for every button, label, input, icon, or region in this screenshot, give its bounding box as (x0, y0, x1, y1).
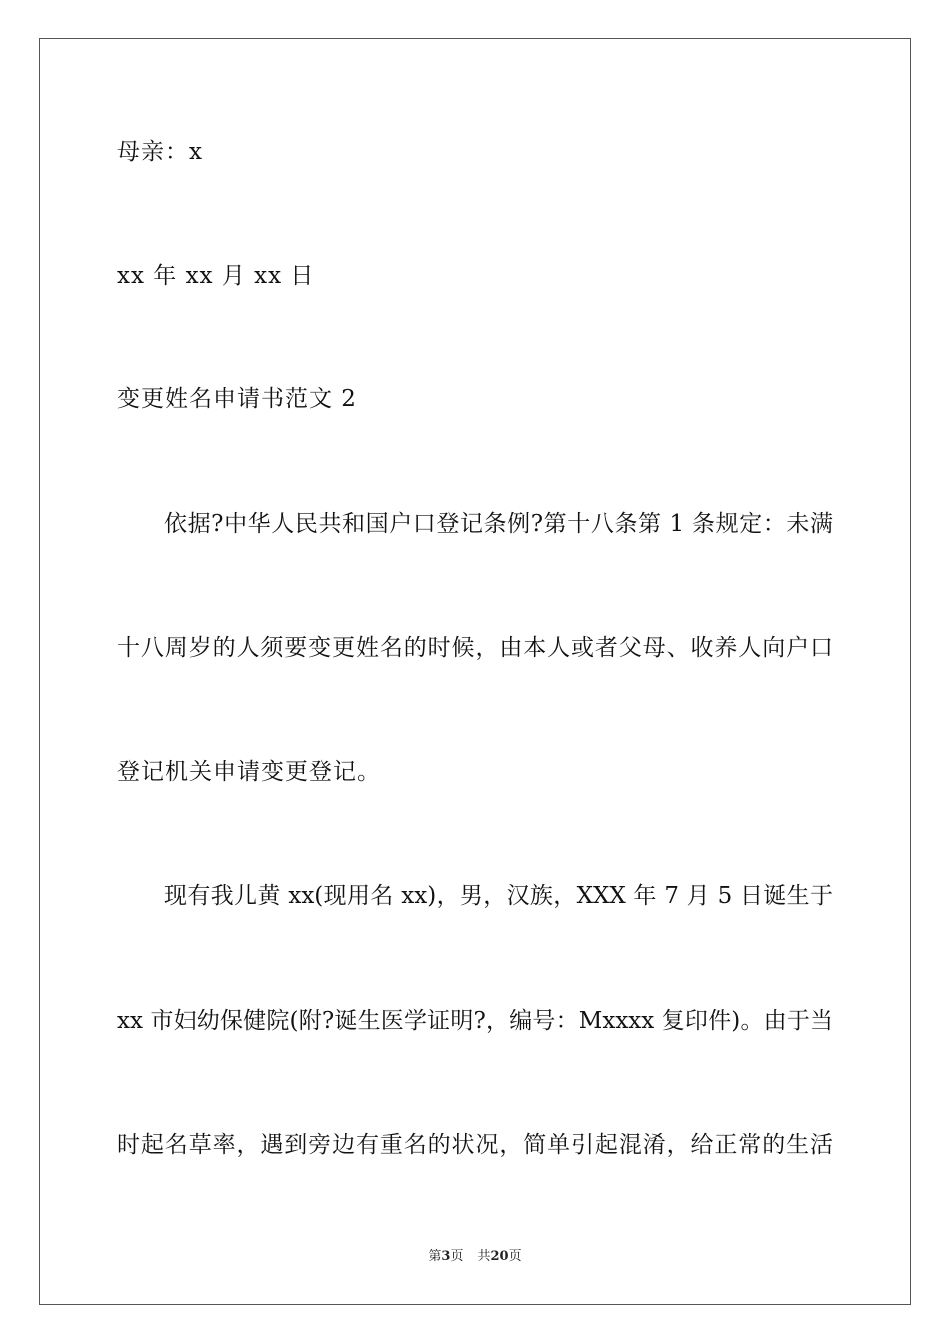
date-line: xx 年 xx 月 xx 日 (117, 263, 315, 289)
total-suffix: 页 (508, 1249, 522, 1264)
paragraph-line: 十八周岁的人须要变更姓名的时候，由本人或者父母、收养人向户口 (117, 635, 833, 661)
total-prefix: 共 (477, 1249, 491, 1264)
mother-signature-line: 母亲：x (117, 139, 203, 165)
paragraph-line: 依据?中华人民共和国户口登记条例?第十八条第 1 条规定：未满 (164, 511, 833, 537)
paragraph-line: xx 市妇幼保健院(附?诞生医学证明?，编号：Mxxxx 复印件)。由于当 (117, 1008, 833, 1034)
paragraph-line: 现有我儿黄 xx(现用名 xx)，男，汉族，XXX 年 7 月 5 日诞生于 (164, 883, 833, 909)
page-suffix: 页 (450, 1249, 464, 1264)
page-prefix: 第 (428, 1249, 442, 1264)
section-title: 变更姓名申请书范文 2 (117, 386, 357, 412)
total-pages: 20 (490, 1249, 509, 1264)
page-number: 3 (441, 1249, 451, 1264)
paragraph-line: 时起名草率，遇到旁边有重名的状况，简单引起混淆，给正常的生活 (117, 1132, 833, 1158)
page-footer (0, 1249, 950, 1265)
page-border (39, 38, 911, 1305)
paragraph-line: 登记机关申请变更登记。 (117, 759, 381, 785)
